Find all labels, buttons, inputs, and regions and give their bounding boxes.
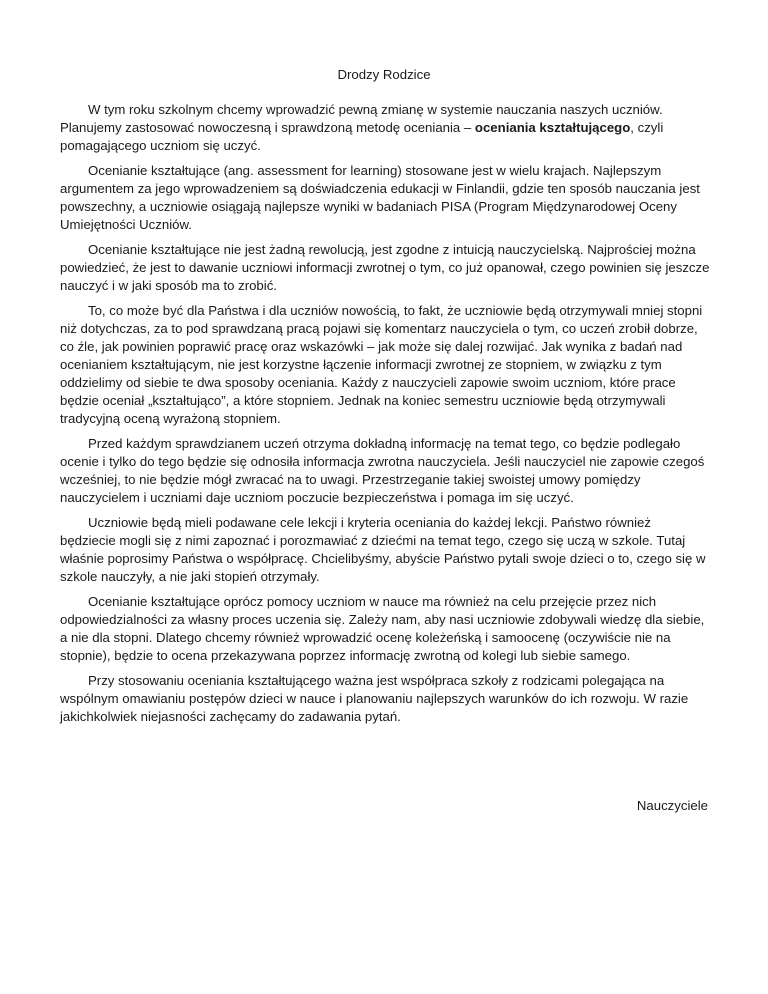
paragraph-intuition: Ocenianie kształtujące nie jest żadną rewolucją, jest zgodne z intuicją nauczycielską. Najprościej można powiedzieć, że jest to dawanie uczniowi informacji zwrotnej o tym, co już opanował, czego powinien się jeszcze nauczyć i w jaki sposób ma to zrobić. (60, 242, 710, 293)
paragraph-definition: Ocenianie kształtujące (ang. assessment for learning) stosowane jest w wielu krajach. Najlepszym argumentem za jego wprowadzeniem są doświadczenia edukacji w Finlandii, gdzie ten sposób nauczania jest powszechny, a uczniowie osiągają najlepsze wyniki w badaniach PISA (Program Międzynarodowej Oceny Umiejętności Uczniów. (60, 163, 700, 232)
paragraph-cooperation: Przy stosowaniu oceniania kształtującego ważna jest współpraca szkoły z rodzicami polegająca na wspólnym omawianiu postępów dzieci w nauce i planowaniu najlepszych warunków do ich rozwoju. W razie jakichkolwiek niejasności zachęcamy do zadawania pytań. (60, 673, 689, 724)
paragraph-intro-text: W tym roku szkolnym chcemy wprowadzić pewną zmianę w systemie nauczania naszych uczniów. Planujemy zastosować nowoczesną i sprawdzoną metodę oceniania – (60, 102, 663, 135)
letter-body (60, 101, 710, 733)
paragraph-novelty: To, co może być dla Państwa i dla uczniów nowością, to fakt, że uczniowie będą otrzymywali mniej stopni niż dotychczas, za to pod sprawdzaną pracą pojawi się komentarz nauczyciela o tym, co uczeń zrobił dobrze, co źle, jak powinien poprawić pracę oraz wskazówki – jak może się dalej rozwijać. Jak wynika z badań nad ocenianiem kształtującym, nie jest korzystne łączenie informacji zwrotnej ze stopniem, w związku z tym oddzielimy od siebie te dwa sposoby oceniania. Każdy z nauczycieli zapowie swoim uczniom, które prace będzie oceniał „kształtująco”, a które stopniem. Jednak na koniec semestru uczniowie będą otrzymywali tradycyjną oceną wyrażoną stopniem. (60, 303, 703, 426)
paragraph-goals: Uczniowie będą mieli podawane cele lekcji i kryteria oceniania do każdej lekcji. Państwo również będziecie mogli się z nimi zapoznać i porozmawiać z dziećmi na temat tego, czego się uczą w szkole. Tutaj właśnie poprosimy Państwa o współpracę. Chcielibyśmy, abyście Państwo pytali swoje dzieci o to, czego się w szkole nauczyły, a nie jaki stopień otrzymały. (60, 515, 706, 584)
paragraph-responsibility: Ocenianie kształtujące oprócz pomocy uczniom w nauce ma również na celu przejęcie przez nich odpowiedzialności za własny proces uczenia się. Zależy nam, aby nasi uczniowie zdobywali wiedzę dla siebie, a nie dla stopni. Dlatego chcemy również wprowadzić ocenę koleżeńską i samoocenę (oczywiście nie na stopnie), będzie to ocena przekazywana poprzez informację zwrotną od kolegi lub siebie samego. (60, 594, 705, 663)
paragraph-intro-emphasis: oceniania kształtującego (474, 120, 631, 135)
letter-signature: Nauczyciele (636, 798, 708, 813)
letter-greeting: Drodzy Rodzice (337, 67, 431, 82)
paragraph-intro-text-end: , czyli pomagającego uczniom się uczyć. (60, 120, 664, 153)
paragraph-tests: Przed każdym sprawdzianem uczeń otrzyma dokładną informację na temat tego, co będzie podlegało ocenie i tylko do tego będzie się odnosiła informacja zwrotna nauczyciela. Jeśli nauczyciel nie zapowie czegoś wcześniej, to nie będzie mógł zwracać na to uwagi. Przestrzeganie takiej swoistej umowy pomiędzy nauczycielem i uczniami daje uczniom poczucie bezpieczeństwa i pomaga im się uczyć. (60, 436, 705, 505)
paragraph-intro (60, 101, 710, 155)
